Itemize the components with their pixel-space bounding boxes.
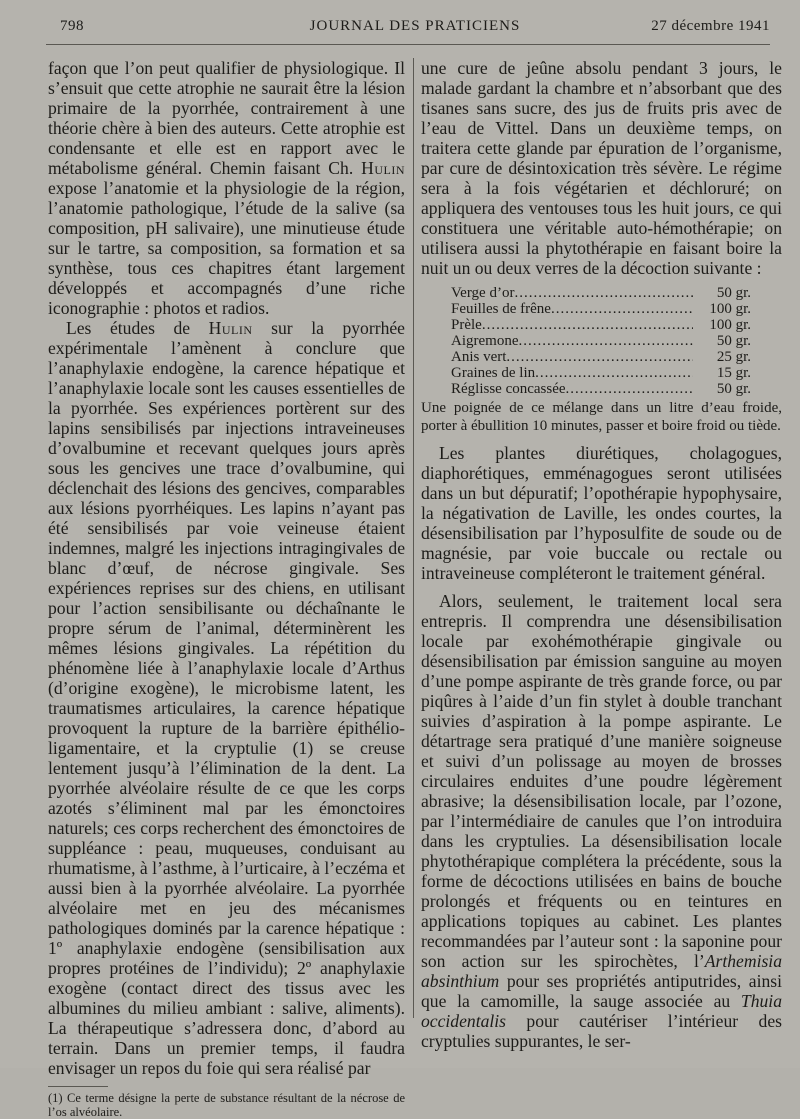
left-paragraph-1: façon que l’on peut qualifier de physiologique. Il s’ensuit que cette atrophie ne saurait être la lésion primaire de la pyorrhée, contrairement à une théorie chère à bien des auteurs. Cette atrophie est condensante et elle est en rapport avec le métabolisme général. Chemin faisant Ch. Hulin expose l’anatomie et la physiologie de la région, l’anatomie pathologique, l’étude de la salive (sa composition, pH salivaire), une minutieuse étude sur le tartre, sa composition, sa formation et sa synthèse, tous ces chapitres étant largement développés et accompagnés d’une riche iconographie : photos et radios. <box>48 58 405 318</box>
right-column <box>421 58 782 1051</box>
author-name: Hulin <box>208 318 253 338</box>
footnote-rule <box>48 1086 108 1087</box>
recipe-note: Une poignée de ce mélange dans un litre d’eau froide, porter à ébullition 10 minutes, passer et boire froid ou tiède. <box>421 400 782 434</box>
page-header <box>60 18 770 40</box>
recipe-list <box>451 285 751 397</box>
left-paragraph-2: Les études de Hulin sur la pyorrhée expérimentale l’amènent à conclure que l’anaphylaxie endogène, la carence hépatique et l’anaphylaxie locale sont les causes essentielles de la pyorrhée. Ses expériences portèrent sur des lapins sensibilisés par injections intraveineuses d’ovalbumine et recevant quelques jours après sous les gencives une trace d’ovalbumine, qui déclenchait des lésions des gencives, comparables aux lésions pyorrhéiques. Les lapins n’ayant pas été sensibilisés par voie veineuse étaient indemnes, malgré les injections intragingivales de blanc d’œuf, de nécrose gingivale. Ses expériences reprises sur des chiens, en utilisant pour l’action sensibilisante ou déchaînante le propre sérum de l’animal, déterminèrent les mêmes lésions gingivales. La répétition du phénomène liée à l’anaphylaxie locale d’Arthus (d’origine exogène), le microbisme latent, les traumatismes articulaires, la carence hépatique provoquent la rupture de la barrière épithélio-ligamentaire, et la cryptulie (1) se creuse lentement jusqu’à l’élimination de la dent. La pyorrhée alvéolaire résulte de ce que les corps azotés s’éliminent mal par les émonctoires naturels; ces corps recherchent des émonctoires de suppléance : peau, muqueuses, conduisant au rhumatisme, à l’asthme, à l’urticaire, à l’eczéma et aussi bien à la pyorrhée alvéolaire. La pyorrhée alvéolaire met en jeu des mécanismes pathologiques dominés par la carence hépatique : 1º anaphylaxie endogène (sensibilisation aux propres protéines de l’individu); 2º anaphylaxie exogène (contact direct des tissus avec les albumines du milieu ambiant : salive, aliments). La thérapeutique s’adressera donc, d’abord au terrain. Dans un premier temps, il faudra envisager un repos du foie qui sera réalisé par <box>48 318 405 1078</box>
column-divider <box>413 58 414 1018</box>
footnote: (1) Ce terme désigne la perte de substance résultant de la nécrose de l’os alvéolaire. <box>48 1091 405 1119</box>
recipe-item: Aigremone ..... 50 gr. <box>451 333 751 349</box>
recipe-item: Réglisse concassée ..... 50 gr. <box>451 381 751 397</box>
recipe-item: Feuilles de frêne ..... 100 gr. <box>451 301 751 317</box>
header-rule <box>46 44 770 45</box>
journal-title: JOURNAL DES PRATICIENS <box>309 18 521 34</box>
recipe-item: Prèle ..... 100 gr. <box>451 317 751 333</box>
recipe-item: Verge d’or ..... 50 gr. <box>451 285 751 301</box>
right-paragraph-2: Les plantes diurétiques, cholagogues, diaphorétiques, emménagogues seront utilisées dans un but dépuratif; l’opothérapie hypophysaire, la négativation de Laville, les ondes courtes, la désensibilisation par l’hyposulfite de soude ou de magnésie, par voie buccale ou rectale ou intraveineuse compléteront le traitement général. <box>421 443 782 583</box>
latin-term: Thuia occidentalis <box>421 991 782 1031</box>
recipe-item: Anis vert ..... 25 gr. <box>451 349 751 365</box>
left-column <box>48 58 405 1119</box>
author-name: Hulin <box>361 158 405 178</box>
page-number: 798 <box>60 18 84 34</box>
issue-date: 27 décembre 1941 <box>651 18 770 34</box>
recipe-item: Graines de lin ..... 15 gr. <box>451 365 751 381</box>
right-paragraph-3: Alors, seulement, le traitement local sera entrepris. Il comprendra une désensibilisation locale par exohémothérapie gingivale ou désensibilisation par émission sanguine au moyen d’une pompe aspirante de très grande force, ou par piqûres à l’aide d’un fin stylet à double tranchant suivies d’aspiration à la pompe aspirante. Le détartrage sera pratiqué d’une manière soigneuse et suivi d’un polissage au moyen de brosses circulaires enduites d’une poudre légèrement abrasive; la désensibilisation locale, par l’ozone, par l’intermédiaire de canules que l’on introduira dans les cryptulies. La désensibilisation locale phytothérapique complétera la précédente, sous la forme de décoctions utilisées en bains de bouche prolongés et fréquents ou en teintures en applications topiques au cabinet. Les plantes recommandées par l’auteur sont : la saponine pour son action sur les spirochètes, l’Arthemisia absinthium pour ses propriétés antiputrides, ainsi que la camomille, la sauge associée au Thuia occidentalis pour cautériser l’intérieur des cryptulies suppurantes, le ser- <box>421 591 782 1051</box>
latin-term: Arthemisia absinthium <box>421 951 782 991</box>
right-paragraph-1: une cure de jeûne absolu pendant 3 jours, le malade gardant la chambre et n’absorbant que des tisanes sans sucre, des jus de fruits pris avec de l’eau de Vittel. Dans un deuxième temps, on traitera cette glande par épuration de l’organisme, par cure de désintoxication très sévère. Le régime sera à la fois végétarien et déchloruré; on appliquera des ventouses tous les huit jours, ce qui constituera une véritable auto-hémothérapie; on utilisera aussi la phytothérapie en faisant boire la nuit un ou deux verres de la décoction suivante : <box>421 58 782 278</box>
